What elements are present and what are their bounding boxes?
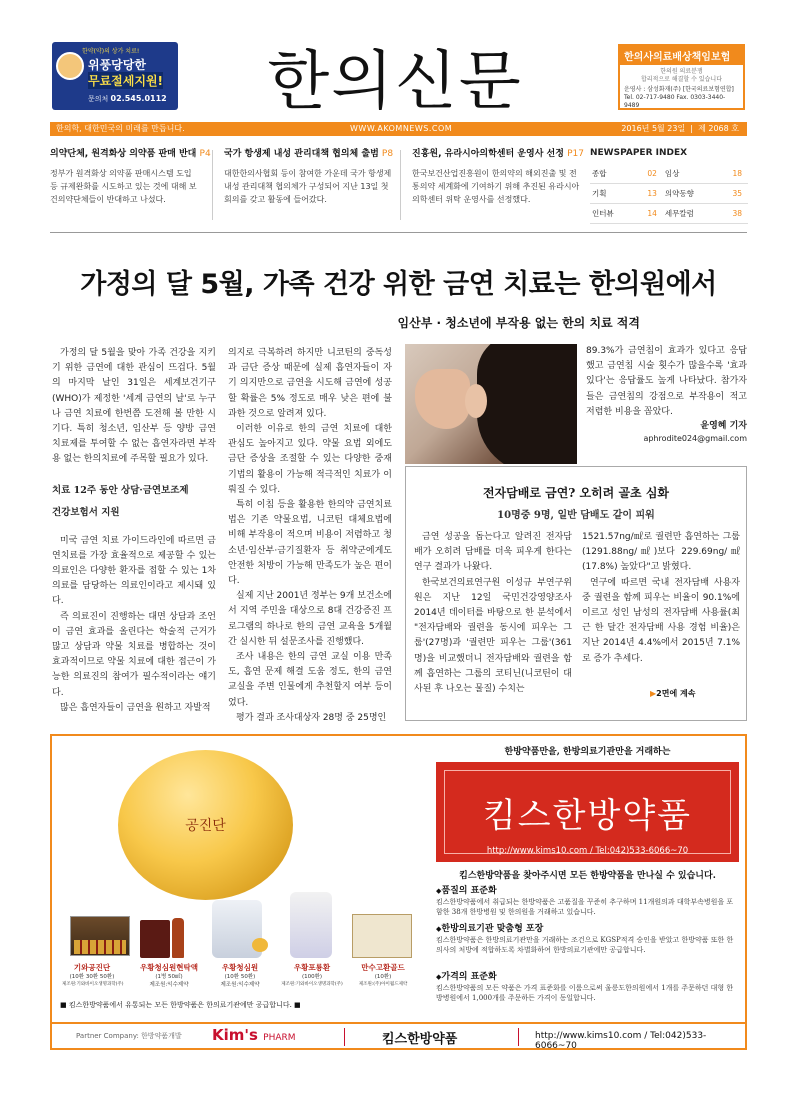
paragraph: 연구에 따르면 국내 전자담배 사용자 중 궐련을 함께 피우는 비율이 90.1%에 이르고 성인 남성의 전자담배 사용률(최근 한 달간 전자담배 사용 경험 비율)은 지난 2014년 4.4%에서 2015년 7.1%로 증가 추세다. xyxy=(582,577,740,664)
pill-label: 공진단 xyxy=(185,818,226,834)
brand-url: http://www.kims10.com / Tel:042)533-6066~70 xyxy=(486,846,689,856)
feature-title: ◆ 품질의 표준화 xyxy=(436,886,739,896)
ad-phone: 문의처 02.545.0112 xyxy=(88,94,167,103)
feature-text: 킴스한방약품은 한방의료기관만을 거래하는 조건으로 KGSP적격 승인을 받았고 한방약품 또한 한의사의 처방에 적합하도록 차별화하여 한방의료기관에만 공급합니다. xyxy=(436,936,734,954)
product-caption: 우황청심원 (10환 50환) 제조원:익수제약 xyxy=(220,963,260,988)
article-subhead: 임산부 · 청소년에 부작용 없는 한의 치료 적격 xyxy=(397,316,640,330)
brand-banner[interactable] xyxy=(436,762,739,862)
article-column-3 xyxy=(586,344,747,420)
paragraph: 실제 지난 2001년 정부는 9개 보건소에서 지역 주민을 대상으로 8대 건강증진 프로그램의 하나로 한의 금연 교육을 5개월간 실시한 뒤 설문조사를 진행했다. xyxy=(228,591,392,647)
box-article-title: 전자담배로 금연? 오히려 골초 심화 xyxy=(482,486,670,500)
paragraph: 1521.57ng/㎖로 궐련만 흡연하는 그룹(1291.88ng/㎖)보다 229.69ng/㎖(17.8%) 높았다"고 밝혔다. xyxy=(582,532,740,573)
index-title: NEWSPAPER INDEX xyxy=(590,148,688,158)
box-column-1 xyxy=(414,530,572,697)
photo-ear xyxy=(465,384,487,418)
index-label[interactable]: 의약동향 xyxy=(663,184,719,204)
footer-brand-name: 킴스한방약품 xyxy=(382,1032,458,1047)
mascot-face-icon xyxy=(56,52,84,80)
partner-text: Partner Company: 한방약품개발 xyxy=(76,1032,182,1040)
article-headline: 가정의 달 5월, 가족 건강 위한 금연 치료는 한의원에서 xyxy=(80,269,717,300)
divider xyxy=(212,150,213,220)
masthead-title: 한의신문 xyxy=(267,45,523,119)
article-column-2 xyxy=(228,346,392,726)
divider xyxy=(518,1028,519,1046)
teaser-text: 한국보건산업진흥원이 한의약의 해외진출 및 전통의약 세계화에 기여하기 위해 추진된 유라시아의학센터 위탁 운영사를 선정했다. xyxy=(412,169,580,204)
paragraph: 의지로 극복하려 하지만 니코틴의 중독성과 금단 증상 때문에 실제 흡연자들이 자기 의지만으로 금연을 시도해 금연에 성공할 확률은 5% 정도로 매우 낮은 편에 불과한 것으로 알려져 있다. xyxy=(228,348,392,419)
ad-intro: 킴스한방약품을 찾아주시면 모든 한방약품을 만나실 수 있습니다. xyxy=(459,871,716,881)
insurance-ad-sub: 한의원 의료분쟁 합리적으로 해결할 수 있습니다 xyxy=(640,68,723,83)
index-page: 35 xyxy=(718,184,748,204)
product-caption: 우황청심원현탁액 (1병 50㎖) 제조원:익수제약 xyxy=(140,963,198,988)
index-label[interactable]: 종합 xyxy=(590,164,633,184)
divider xyxy=(400,150,401,220)
paragraph: 많은 흡연자들이 금연을 원하고 자발적 xyxy=(60,702,211,713)
paragraph: 조사 내용은 한의 금연 교실 이용 만족도, 흡연 문제 해결 도움 정도, 한의 금연 교실을 주변 인물에게 추천할지 여부 등이었다. xyxy=(228,652,392,708)
ad-tagline: 한방약품만을, 한방의료기관만을 거래하는 xyxy=(504,747,671,757)
ad-feature xyxy=(436,972,739,1003)
product-box-image xyxy=(352,914,412,958)
ad-note: ■ 킴스한방약품에서 유통되는 모든 한방약품은 한의료기관에만 공급합니다. ■ xyxy=(60,1001,301,1009)
site-url-link[interactable]: WWW.AKOMNEWS.COM xyxy=(350,124,453,133)
product-caption: 기와공진단 (10환 30환 50환) 제조원:기와바이오생명과학(주) xyxy=(62,963,124,987)
paragraph: 미국 금연 치료 가이드라인에 따르면 금연치료를 가장 효율적으로 제공할 수 있는 의료인은 다양한 환자를 접할 수 있는 1차 의료를 담당하는 의료인이라고 제시돼 있다. xyxy=(52,535,216,607)
product-bottle-image xyxy=(172,918,184,958)
index-page: 18 xyxy=(718,164,748,184)
teaser-headline: 진흥원, 유라시아의학센터 운영사 선정 P17 xyxy=(412,149,584,159)
teaser-headline: 국가 항생제 내성 관리대책 협의체 출범 P8 xyxy=(224,149,394,159)
paragraph: 이러한 이유로 한의 금연 치료에 대한 관심도 높아지고 있다. 약물 요법 외에도 금단 증상을 조절할 수 있는 다양한 중재기법의 활용이 가능해 적극적인 치료가 이뤄질 수 있다. xyxy=(228,424,392,495)
ad-line-1: 위풍당당한 xyxy=(88,58,146,72)
index-label[interactable]: 세무칼럼 xyxy=(663,204,719,224)
paragraph: 89.3%가 금연침이 효과가 있다고 응답했고 금연침 시술 횟수가 많을수록 '효과 있다'는 응답률도 높게 나타났다. 참가자들은 금연침의 강점으로 부작용이 적고 저렴한 비용을 꼽았다. xyxy=(586,346,747,417)
footer-contact-link[interactable]: http://www.kims10.com / Tel:042)533-6066~70 xyxy=(535,1031,707,1051)
slogan: 한의학, 대한민국의 미래를 만듭니다. xyxy=(56,124,185,133)
index-label[interactable]: 인터뷰 xyxy=(590,204,633,224)
product-jar-image xyxy=(290,892,332,958)
issue-date: 2016년 5월 23일 | 제 2068 호 xyxy=(621,124,739,133)
paragraph: 한국보건의료연구원 이성규 부연구위원은 지난 12일 국민건강영양조사 2014년 데이터를 바탕으로 한 분석에서 "전자담배와 궐련을 동시에 피우는 그룹'(27명)과 '궐련만 피우는 그룹'(361명)을 비교했더니 전자담배와 궐련을 함께 흡연하는 그룹의 코티닌(니코틴이 대사된 후 나오는 물질) 수치는 xyxy=(414,577,572,695)
teaser-1[interactable] xyxy=(50,148,211,206)
product-pills-image xyxy=(74,940,126,954)
index-page: 13 xyxy=(633,184,663,204)
kims-logo[interactable]: Kim's PHARM xyxy=(212,1026,296,1044)
ad-footer xyxy=(52,1022,745,1051)
index-label[interactable]: 기획 xyxy=(590,184,633,204)
product-box-image xyxy=(140,920,170,958)
photo-hand xyxy=(415,369,470,429)
ad-feature xyxy=(436,924,739,955)
divider xyxy=(344,1028,345,1046)
insurance-ad-title: 한의사의료배상책임보험 xyxy=(620,46,743,65)
index-label[interactable]: 임상 xyxy=(663,164,719,184)
index-row xyxy=(590,184,748,204)
paragraph: 평가 결과 조사대상자 28명 중 25명인 xyxy=(236,712,387,723)
box-article-subtitle: 10명중 9명, 일반 담배도 같이 피워 xyxy=(497,510,655,521)
newspaper-index xyxy=(590,148,748,224)
header-right-ad[interactable] xyxy=(618,44,745,110)
ad-feature xyxy=(436,886,739,917)
teaser-text: 정부가 원격화상 의약품 판매시스템 도입 등 규제완화를 시도하고 있는 것에 대해 보건의약단체들이 반대하고 나섰다. xyxy=(50,169,197,204)
product-caption: 만수고환골드 (10환) 제조원:(주)아이월드제약 xyxy=(358,963,408,987)
feature-text: 킴스한방약품에서 취급되는 한방약품은 고품질을 꾸준히 추구하며 11개원의과 대학부속병원을 포함한 38개 한방병원 및 한의원을 거래하고 있습니다. xyxy=(436,898,734,916)
teaser-text: 대한한의사협회 등이 참여한 가운데 국가 항생제 내성 관리대책 협의체가 구성되어 지난 13일 첫 회의를 갖고 활동에 들어갔다. xyxy=(224,169,392,204)
byline: 윤영혜 기자 xyxy=(700,421,747,431)
article-photo xyxy=(405,344,577,464)
continue-link[interactable]: ▶2면에 계속 xyxy=(650,689,696,698)
author-email-link[interactable]: aphrodite024@gmail.com xyxy=(643,434,747,443)
paragraph: 즉 의료진이 진행하는 대면 상담과 조언이 금연 효과를 올린다는 학술적 근거가 많고 상담과 약물 치료를 병합하는 것이 효과적이므로 약물 치료에 대한 접근이 가능한 의료진의 참여가 필수적이라는 얘기다. xyxy=(52,611,216,698)
teaser-3[interactable] xyxy=(412,148,582,206)
paragraph: 금연 성공을 돕는다고 알려진 전자담배가 오히려 담배를 더욱 피우게 한다는 연구 결과가 나왔다. xyxy=(414,532,572,573)
header-left-ad[interactable] xyxy=(52,42,178,110)
teaser-headline: 의약단체, 원격화상 의약품 판매 반대 P4 xyxy=(50,149,211,159)
brand-name: 킴스한방약품 xyxy=(482,796,693,836)
article-column-1 xyxy=(52,346,216,716)
section-rule xyxy=(50,232,747,233)
ad-top-text: 한약(약)의 상가 치료! xyxy=(82,48,140,55)
info-bar xyxy=(50,122,747,136)
paragraph: 특히 이침 등을 활용한 한의약 금연치료법은 기존 약물요법, 니코틴 대체요법에 비해 부작용이 적으며 비용이 저렴하고 청소년·임산부·금기질환자 등 취약군에게도 안전한 처방이 가능해 만족도가 높은 편이다. xyxy=(228,500,392,587)
feature-title: ◆ 가격의 표준화 xyxy=(436,972,739,982)
ad-line-2: 무료절세지원! xyxy=(88,74,164,88)
photo-hair xyxy=(477,344,577,464)
feature-text: 킴스한방약품의 모든 약품은 가격 표준화를 이룸으로써 울릉도한의원에서 1개를 주문하던 대형 한방병원에서 1,000개를 주문하든 가격이 동일합니다. xyxy=(436,984,734,1002)
box-column-2 xyxy=(582,530,740,667)
arrow-right-icon: ▶ xyxy=(650,689,657,698)
product-pill-image xyxy=(252,938,268,952)
article-subheading: 치료 12주 동안 상담·금연보조제 건강보험서 지원 xyxy=(52,484,189,518)
index-page: 38 xyxy=(718,204,748,224)
paragraph: 가정의 달 5월을 맞아 가족 건강을 지키기 위한 금연에 대한 관심이 뜨겁다. 5월의 마지막 날인 31일은 세계보건기구(WHO)가 제정한 '세계 금연의 날'로 누구나 금연 치료에 한번쯤 도전해 볼 만한 시기다. 특히 청소년, 임산부 등 양방 금연 치료제를 투여할 수 없는 흡연자라면 부작용 없는 한의치료에 주목할 필요가 있다. xyxy=(52,348,216,465)
index-page: 14 xyxy=(633,204,663,224)
index-row xyxy=(590,164,748,184)
index-page: 02 xyxy=(633,164,663,184)
insurance-ad-contact: 운영사 : 삼성화재(주) [한국의료보험연합] Tel. 02-717-9480 Fax. 0303-3440-9489 xyxy=(624,86,734,109)
teaser-2[interactable] xyxy=(224,148,394,206)
feature-title: ◆ 한방의료기관 맞춤형 포장 xyxy=(436,924,739,934)
product-caption: 우황포룡환 (100환) 제조원:기와바이오생명과학(주) xyxy=(281,963,343,987)
index-row xyxy=(590,204,748,224)
index-table xyxy=(590,164,748,224)
